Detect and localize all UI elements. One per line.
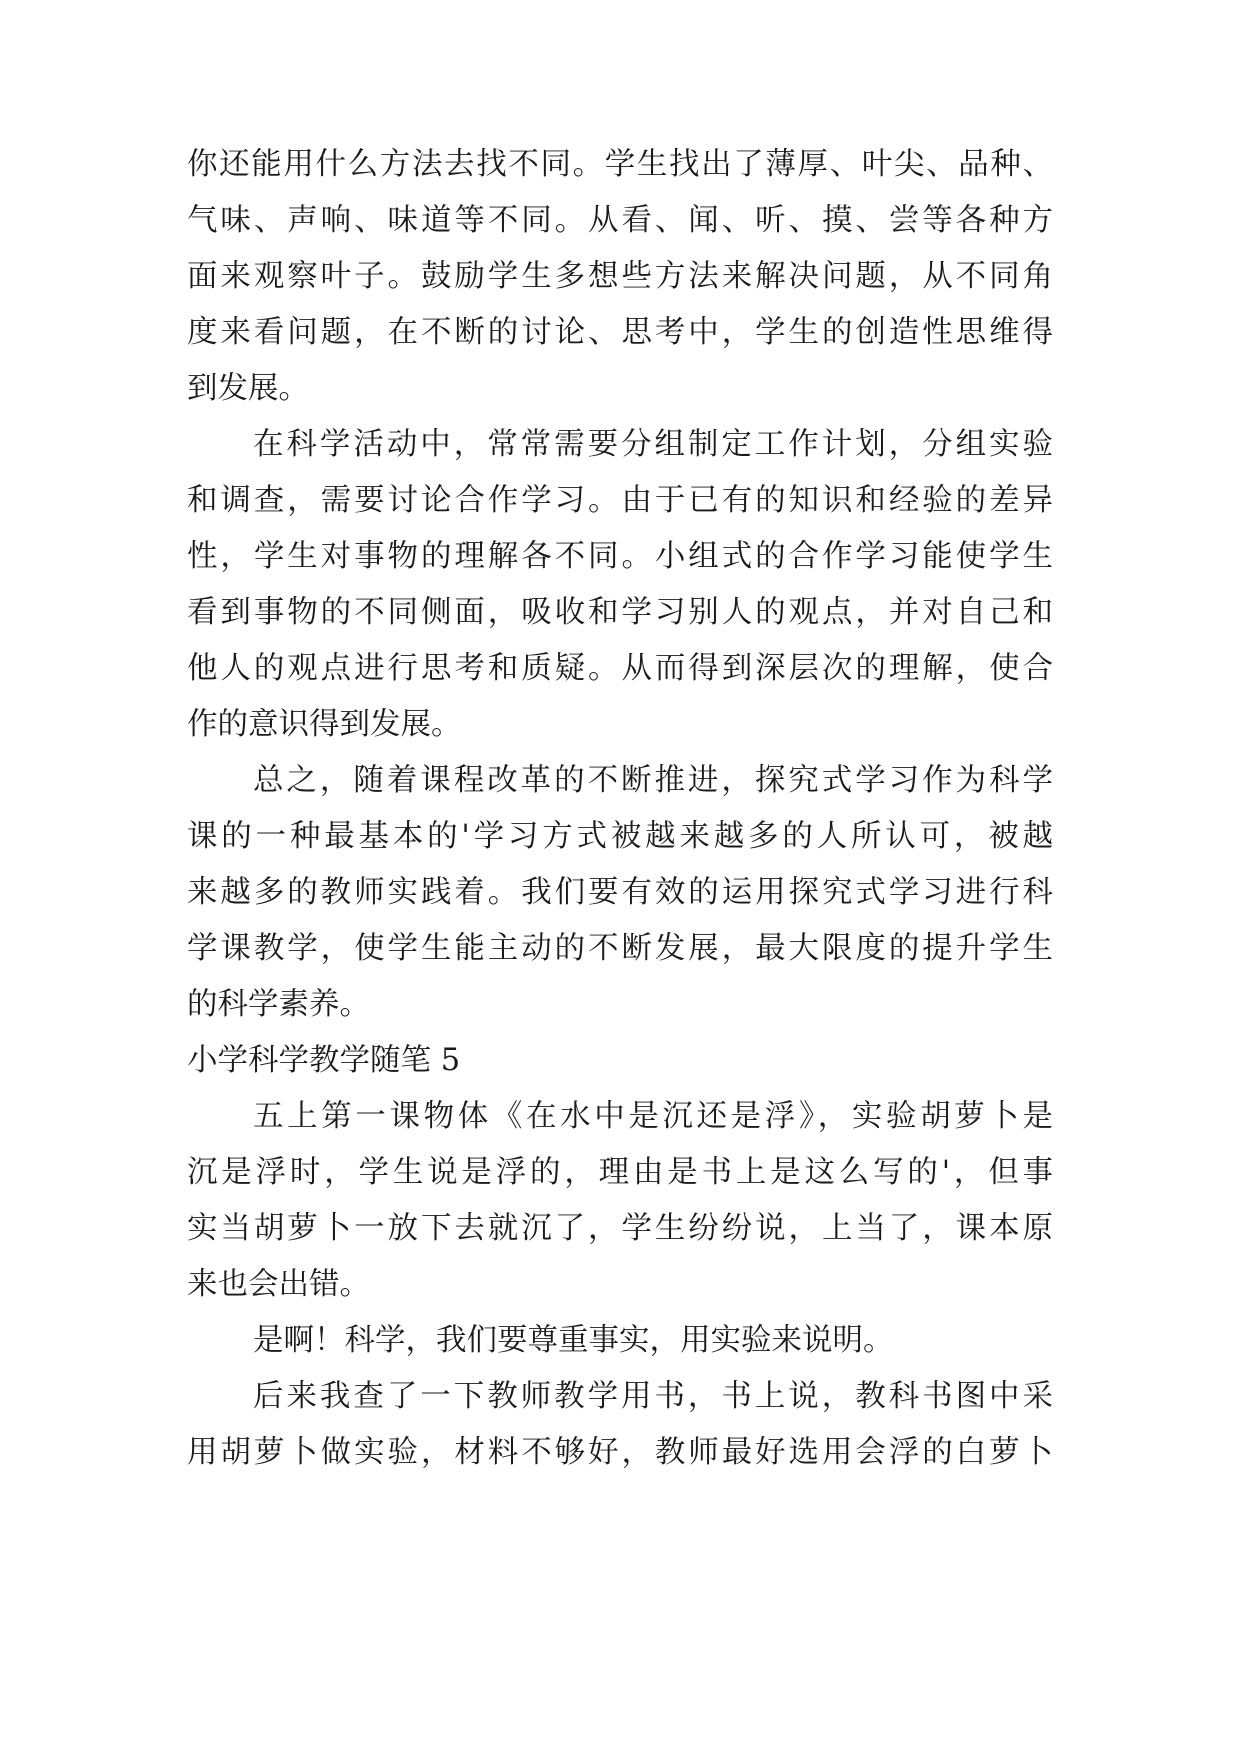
text-line: 他人的观点进行思考和质疑。从而得到深层次的理解，使合 — [187, 651, 1053, 686]
text-line: 性，学生对事物的理解各不同。小组式的合作学习能使学生 — [187, 539, 1053, 574]
text-line: 用胡萝卜做实验，材料不够好，教师最好选用会浮的白萝卜 — [187, 1435, 1053, 1470]
text-line: 气味、声响、味道等不同。从看、闻、听、摸、尝等各种方 — [187, 203, 1053, 238]
section-heading: 小学科学教学随笔 5 — [187, 1043, 461, 1078]
text-line: 实当胡萝卜一放下去就沉了，学生纷纷说，上当了，课本原 — [187, 1211, 1053, 1246]
text-line: 沉是浮时，学生说是浮的，理由是书上是这么写的'，但事 — [187, 1155, 1053, 1190]
text-line: 和调查，需要讨论合作学习。由于已有的知识和经验的差异 — [187, 483, 1053, 518]
text-line: 作的意识得到发展。 — [187, 707, 462, 742]
text-line: 看到事物的不同侧面，吸收和学习别人的观点，并对自己和 — [187, 595, 1053, 630]
text-line: 课的一种最基本的'学习方式被越来越多的人所认可，被越 — [187, 819, 1053, 854]
text-line: 度来看问题，在不断的讨论、思考中，学生的创造性思维得 — [187, 315, 1053, 350]
text-line: 的科学素养。 — [187, 987, 370, 1022]
text-line: 你还能用什么方法去找不同。学生找出了薄厚、叶尖、品种、 — [187, 147, 1053, 182]
paragraph-first-line: 在科学活动中，常常需要分组制定工作计划，分组实验 — [253, 427, 1053, 462]
text-line: 到发展。 — [187, 371, 309, 406]
text-line: 面来观察叶子。鼓励学生多想些方法来解决问题，从不同角 — [187, 259, 1053, 294]
text-line: 来也会出错。 — [187, 1267, 370, 1302]
text-line: 来越多的教师实践着。我们要有效的运用探究式学习进行科 — [187, 875, 1053, 910]
paragraph-first-line: 后来我查了一下教师教学用书，书上说，教科书图中采 — [253, 1379, 1053, 1414]
paragraph-first-line: 总之，随着课程改革的不断推进，探究式学习作为科学 — [253, 763, 1053, 798]
document-page — [187, 0, 1057, 1754]
paragraph-first-line: 是啊！科学，我们要尊重事实，用实验来说明。 — [253, 1323, 894, 1358]
paragraph-first-line: 五上第一课物体《在水中是沉还是浮》，实验胡萝卜是 — [253, 1099, 1053, 1134]
text-line: 学课教学，使学生能主动的不断发展，最大限度的提升学生 — [187, 931, 1053, 966]
